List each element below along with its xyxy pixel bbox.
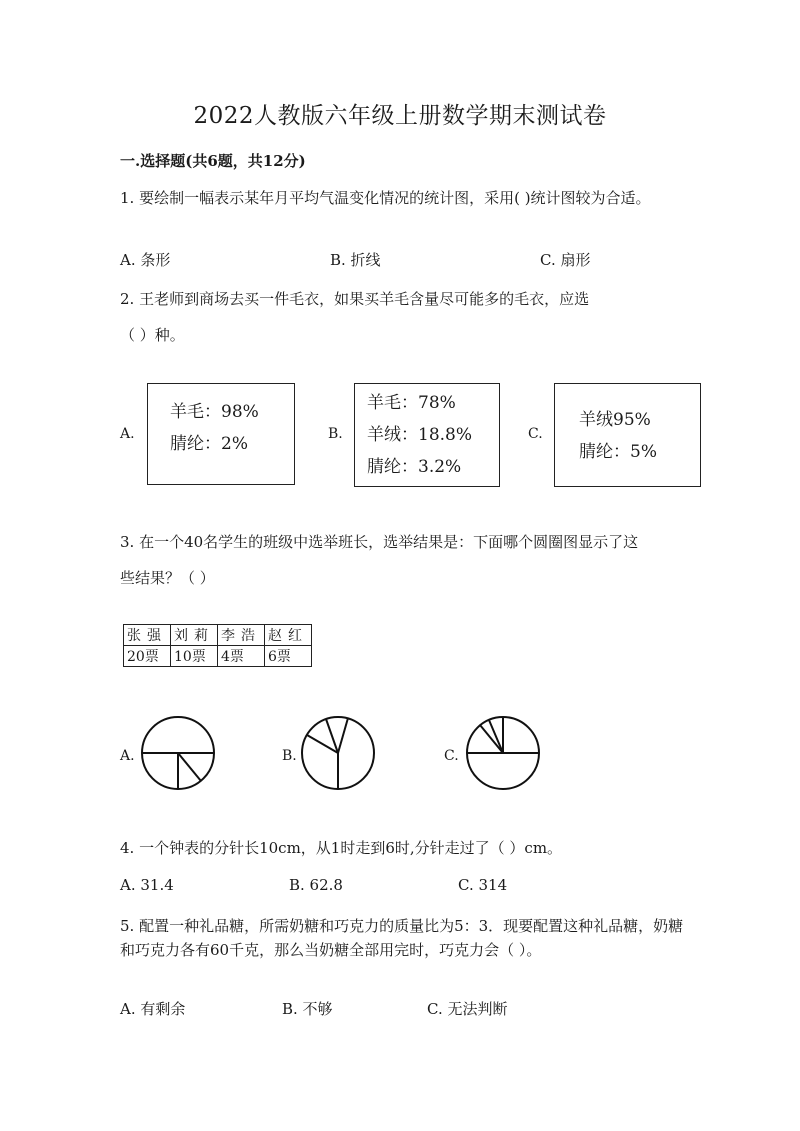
section-heading: 一.选择题(共6题，共12分) — [120, 152, 306, 170]
page-title: 2022人教版六年级上册数学期末测试卷 — [193, 103, 607, 129]
q1-option-a[interactable]: A. 条形 — [120, 251, 171, 269]
q2-option-b-line: 腈纶：3.2% — [367, 457, 462, 477]
q4-option-a[interactable]: A. 31.4 — [120, 876, 174, 894]
q2-option-c-box[interactable] — [554, 383, 701, 487]
q3-option-c-label[interactable]: C. — [444, 748, 459, 764]
candidate-votes: 10票 — [171, 646, 218, 667]
q2-option-a-line: 腈纶：2% — [170, 434, 248, 454]
q3-option-a-label[interactable]: A. — [120, 748, 135, 764]
question-2-text-line2: （ ）种。 — [120, 326, 185, 344]
q2-option-c-line: 羊绒95% — [579, 410, 651, 430]
candidate-name: 刘莉 — [171, 625, 218, 646]
q3-option-b-label[interactable]: B. — [282, 748, 297, 764]
question-2-text-line1: 2. 王老师到商场去买一件毛衣，如果买羊毛含量尽可能多的毛衣，应选 — [120, 290, 590, 308]
vote-table-votes-row — [124, 646, 312, 667]
pie-chart-a[interactable] — [140, 715, 220, 795]
question-1-text: 1. 要绘制一幅表示某年月平均气温变化情况的统计图，采用( )统计图较为合适。 — [120, 189, 651, 207]
pie-chart-c[interactable] — [465, 715, 545, 795]
vote-table — [123, 624, 312, 667]
question-3-text-line1: 3. 在一个40名学生的班级中选举班长，选举结果是：下面哪个圆圈图显示了这 — [120, 533, 639, 551]
question-3-text-line2: 些结果？（ ） — [120, 569, 215, 587]
candidate-votes: 20票 — [124, 646, 171, 667]
pie-chart-b[interactable] — [300, 715, 380, 795]
candidate-name: 张强 — [124, 625, 171, 646]
q2-option-b-line: 羊绒：18.8% — [367, 425, 473, 445]
candidate-votes: 4票 — [218, 646, 265, 667]
candidate-name: 李浩 — [218, 625, 265, 646]
question-4-text: 4. 一个钟表的分针长10cm，从1时走到6时,分针走过了（ ）cm。 — [120, 839, 563, 857]
candidate-votes: 6票 — [265, 646, 312, 667]
q2-option-a-label[interactable]: A. — [120, 426, 135, 442]
q4-option-b[interactable]: B. 62.8 — [289, 876, 343, 894]
q2-option-a-line: 羊毛：98% — [170, 402, 259, 422]
q5-option-b[interactable]: B. 不够 — [282, 1000, 333, 1018]
q5-option-a[interactable]: A. 有剩余 — [120, 1000, 186, 1018]
q4-option-c[interactable]: C. 314 — [458, 876, 508, 894]
q2-option-b-label[interactable]: B. — [328, 426, 343, 442]
q1-option-c[interactable]: C. 扇形 — [540, 251, 591, 269]
q2-option-b-box[interactable] — [354, 383, 500, 487]
q2-option-c-label[interactable]: C. — [528, 426, 543, 442]
q2-option-b-line: 羊毛：78% — [367, 393, 456, 413]
candidate-name: 赵红 — [265, 625, 312, 646]
q1-option-b[interactable]: B. 折线 — [330, 251, 381, 269]
vote-table-names-row — [124, 625, 312, 646]
q2-option-a-box[interactable] — [147, 383, 295, 485]
question-5-text: 5. 配置一种礼品糖，所需奶糖和巧克力的质量比为5：3．现要配置这种礼品糖，奶糖和巧克力各有60千克，那么当奶糖全部用完时，巧克力会（ ）。 — [120, 917, 684, 959]
q5-option-c[interactable]: C. 无法判断 — [427, 1000, 508, 1018]
q2-option-c-line: 腈纶：5% — [579, 442, 657, 462]
